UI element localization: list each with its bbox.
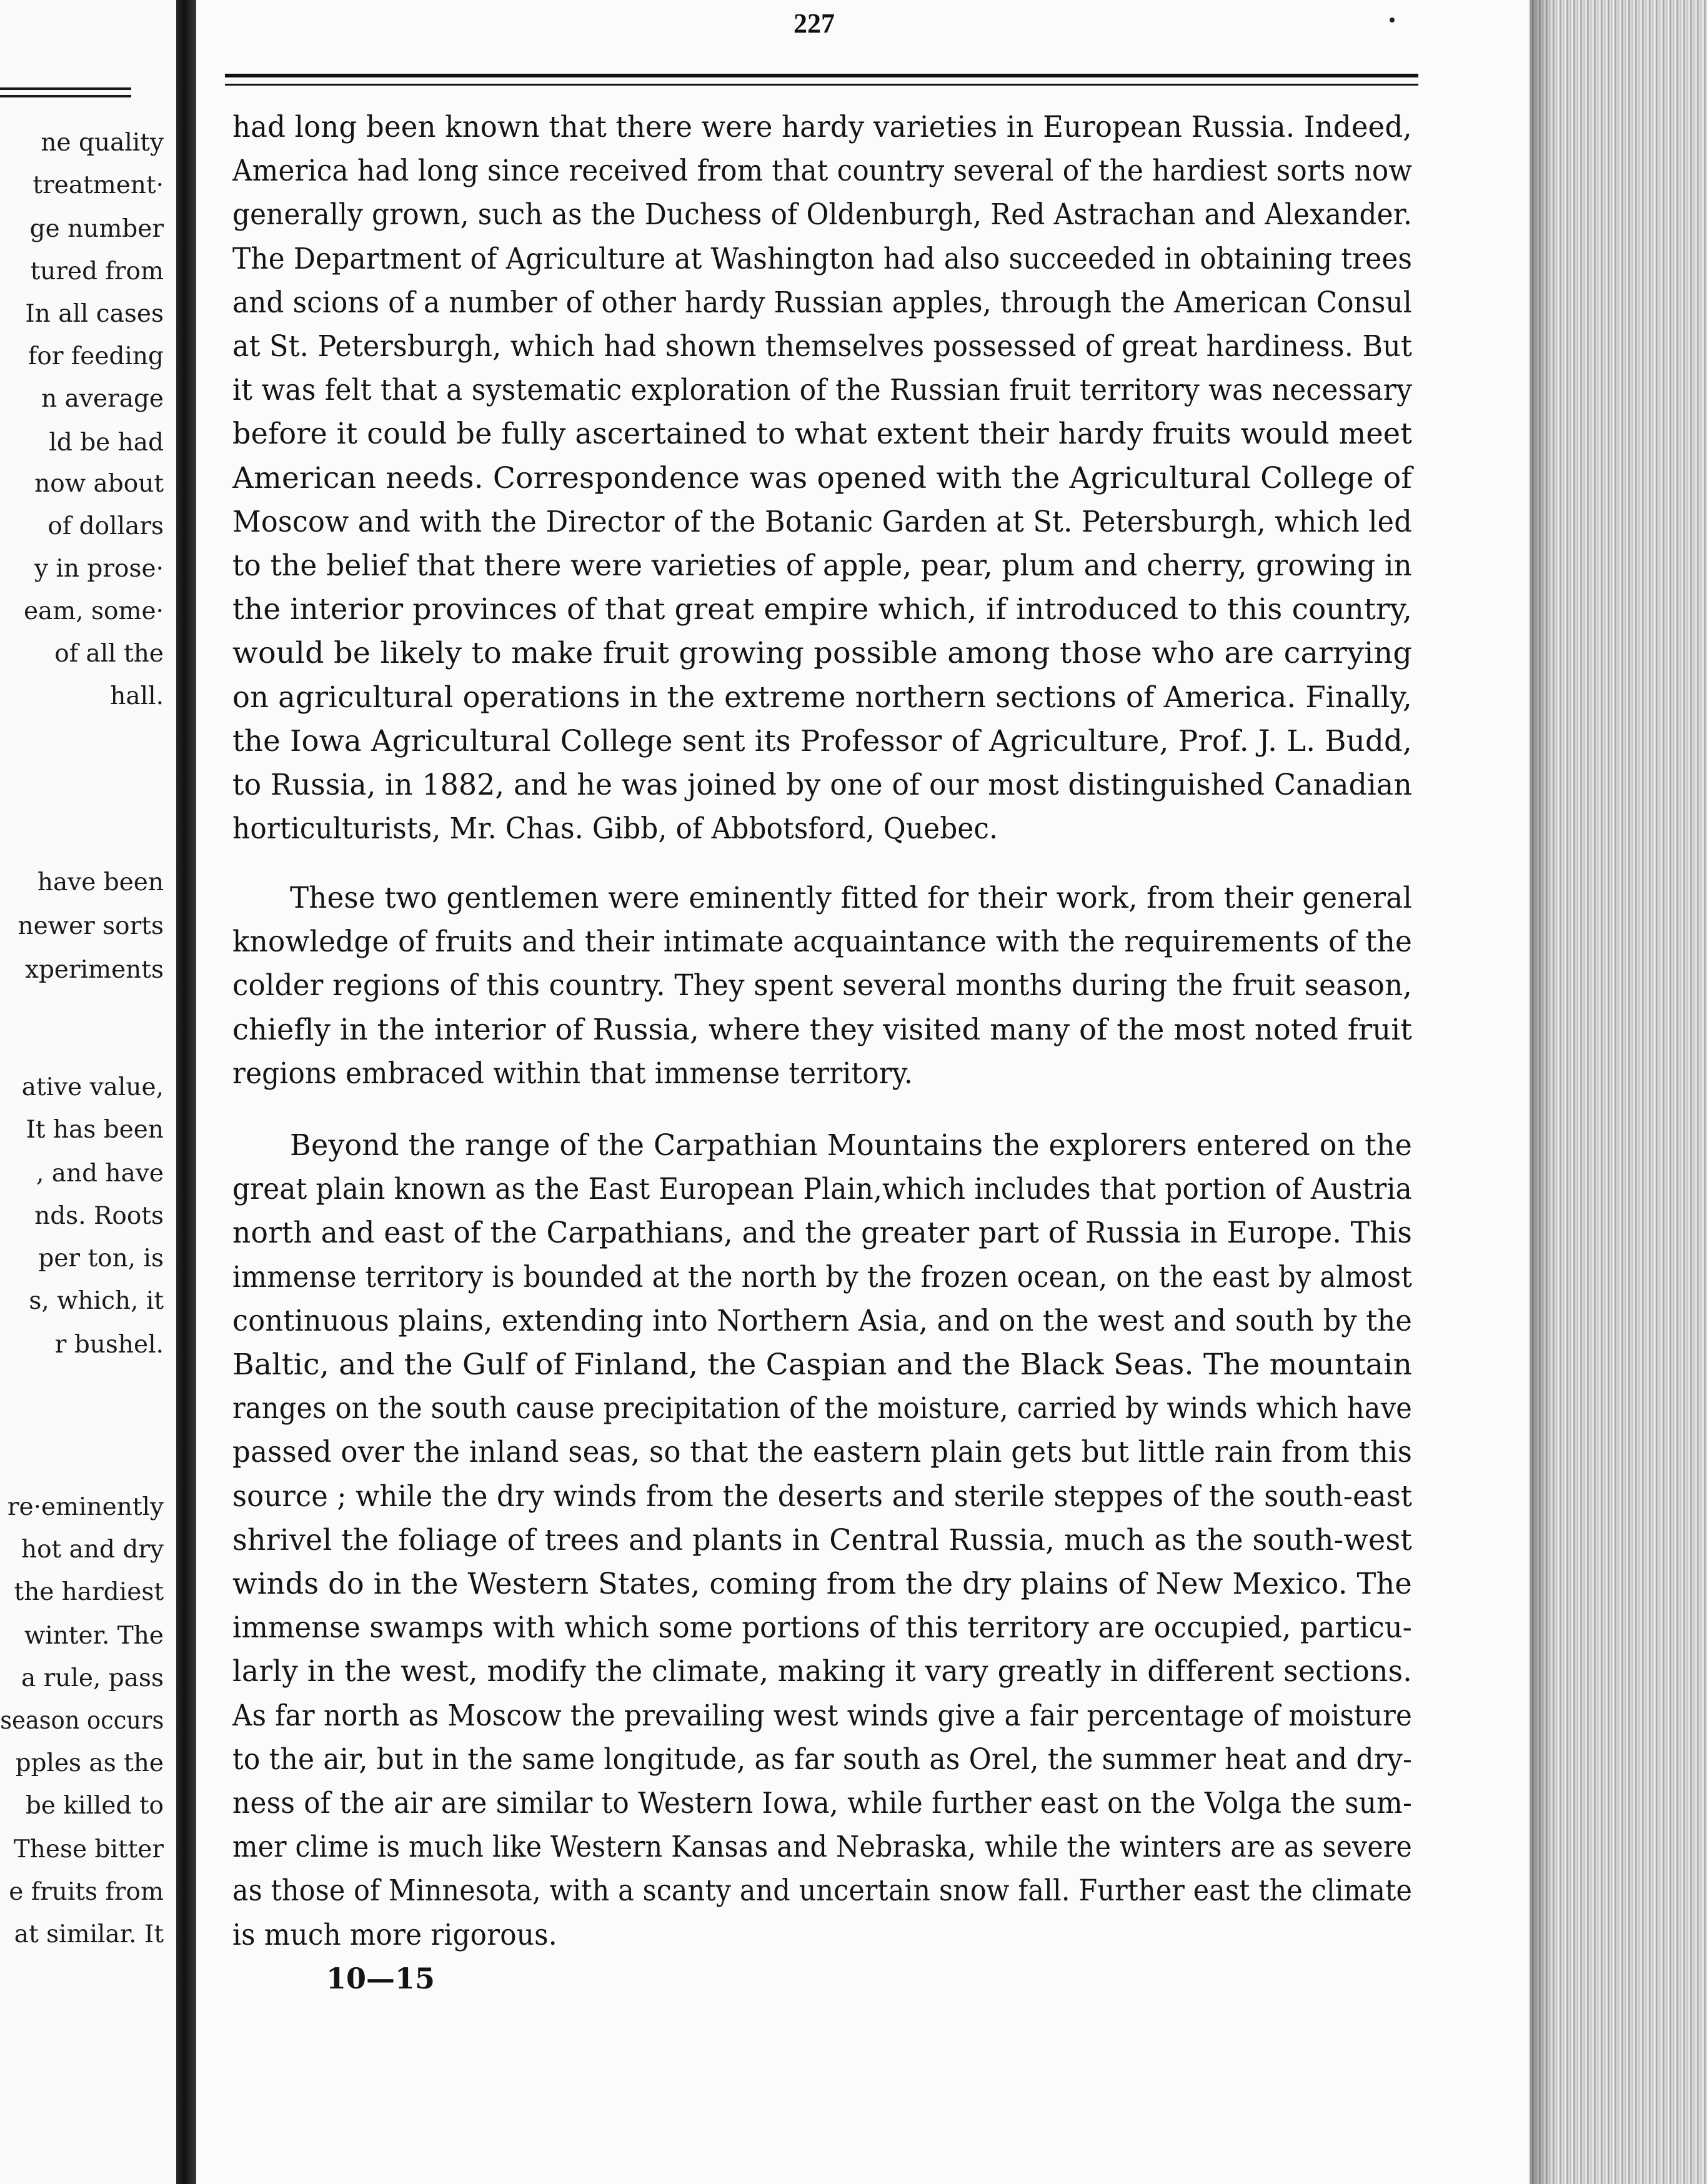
previous-page-line: , and have	[36, 1159, 164, 1188]
text-line: America had long since received from that country several of the hardiest sorts now	[232, 154, 1413, 189]
previous-page-line: treatment·	[32, 171, 164, 199]
text-line: would be likely to make fruit growing possible among those who are carrying	[232, 636, 1413, 671]
previous-page-line: pples as the	[15, 1749, 164, 1777]
previous-page-line: of dollars	[47, 512, 164, 540]
previous-page-rule	[0, 95, 131, 97]
previous-page-line: be killed to	[25, 1792, 164, 1820]
text-line: Beyond the range of the Carpathian Mountains the explorers entered on the	[290, 1128, 1413, 1163]
previous-page-line: of all the	[54, 640, 164, 668]
text-line: north and east of the Carpathians, and the greater part of Russia in Europe. This	[232, 1216, 1412, 1251]
text-line: at St. Petersburgh, which had shown themselves possessed of great hardiness. But	[232, 329, 1413, 364]
previous-page-line: re·eminently	[7, 1493, 164, 1521]
text-line: chiefly in the interior of Russia, where they visited many of the most noted fruit	[232, 1012, 1413, 1047]
printer-signature-mark: 10—15	[326, 1962, 435, 1995]
previous-page-line: s, which, it	[29, 1287, 164, 1315]
text-line: to the belief that there were varieties of apple, pear, plum and cherry, growing in	[232, 548, 1412, 583]
previous-page-line: r bushel.	[54, 1331, 164, 1359]
header-rule-thick	[225, 74, 1418, 77]
text-line: continuous plains, extending into Northern Asia, and on the west and south by the	[232, 1303, 1412, 1338]
book-gutter	[176, 0, 196, 2184]
text-line: The Department of Agriculture at Washington had also succeeded in obtaining trees	[232, 241, 1413, 276]
previous-page-line: It has been	[26, 1116, 164, 1144]
previous-page-line: winter. The	[24, 1622, 164, 1650]
previous-page-line: hot and dry	[21, 1536, 164, 1564]
previous-page-line: eam, some·	[23, 597, 164, 625]
text-line: on agricultural operations in the extreme northern sections of America. Finally,	[232, 680, 1412, 715]
text-line: horticulturists, Mr. Chas. Gibb, of Abbotsford, Quebec.	[232, 812, 998, 846]
ink-speck	[1390, 17, 1395, 22]
previous-page-line: hall.	[110, 682, 164, 710]
text-line: ranges on the south cause precipitation of the moisture, carried by winds which have	[232, 1391, 1412, 1426]
text-line: as those of Minnesota, with a scanty and uncertain snow fall. Further east the climate	[232, 1874, 1412, 1909]
previous-page-rule	[0, 87, 131, 90]
text-line: knowledge of fruits and their intimate acquaintance with the requirements of the	[232, 925, 1412, 960]
previous-page-line: n average	[41, 385, 164, 413]
text-line: and scions of a number of other hardy Russian apples, through the American Consul	[232, 285, 1412, 320]
text-line: Moscow and with the Director of the Botanic Garden at St. Petersburgh, which led	[232, 504, 1412, 539]
text-line: source ; while the dry winds from the deserts and sterile steppes of the south-east	[232, 1479, 1413, 1514]
text-line: larly in the west, modify the climate, making it vary greatly in different sections.	[232, 1654, 1413, 1689]
text-line: had long been known that there were hardy varieties in European Russia. Indeed,	[232, 110, 1412, 144]
previous-page-line: ld be had	[49, 429, 164, 457]
text-line: great plain known as the East European Plain,which includes that portion of Austria	[232, 1172, 1412, 1207]
text-line: generally grown, such as the Duchess of Oldenburgh, Red Astrachan and Alexander.	[232, 197, 1413, 232]
text-line: to the air, but in the same longitude, as far south as Orel, the summer heat and dry-	[232, 1742, 1413, 1777]
text-line: immense territory is bounded at the north by the frozen ocean, on the east by almost	[232, 1259, 1412, 1294]
text-line: immense swamps with which some portions of this territory are occupied, particu-	[232, 1611, 1413, 1645]
previous-page-line: xperiments	[24, 956, 164, 984]
previous-page-line: tured from	[30, 257, 164, 285]
previous-page-line: newer sorts	[17, 912, 164, 940]
text-line: the Iowa Agricultural College sent its Professor of Agriculture, Prof. J. L. Budd,	[232, 723, 1413, 758]
previous-page-line: y in prose·	[34, 555, 164, 583]
text-line: winds do in the Western States, coming from the dry plains of New Mexico. The	[232, 1567, 1412, 1601]
text-line: shrivel the foliage of trees and plants in Central Russia, much as the south-west	[232, 1522, 1412, 1557]
text-line: passed over the inland seas, so that the eastern plain gets but little rain from this	[232, 1435, 1413, 1470]
previous-page-line: These bitter	[13, 1835, 164, 1864]
previous-page-line: ne quality	[41, 129, 164, 157]
text-line: to Russia, in 1882, and he was joined by one of our most distinguished Canadian	[232, 768, 1413, 802]
text-line: These two gentlemen were eminently fitted for their work, from their general	[290, 881, 1413, 915]
previous-page-line: per ton, is	[38, 1244, 164, 1273]
previous-page-line: a rule, pass	[21, 1664, 164, 1692]
page-number: 227	[794, 8, 835, 39]
text-line: it was felt that a systematic exploration of the Russian fruit territory was necessary	[232, 373, 1413, 408]
text-line: American needs. Correspondence was opened with the Agricultural College of	[232, 460, 1413, 495]
header-rule-thin	[225, 84, 1418, 86]
text-line: is much more rigorous.	[232, 1917, 557, 1952]
text-line: As far north as Moscow the prevailing west winds give a fair percentage of moisture	[232, 1698, 1413, 1733]
previous-page-line: nds. Roots	[34, 1202, 164, 1230]
previous-page-line: at similar. It	[14, 1920, 164, 1948]
text-line: regions embraced within that immense territory.	[232, 1056, 913, 1091]
previous-page-line: have been	[37, 868, 164, 896]
page-edge-shadow	[1530, 0, 1555, 2184]
previous-page-line: the hardiest	[14, 1578, 164, 1606]
previous-page-line: ge number	[29, 215, 164, 243]
previous-page-fragment	[0, 0, 176, 2184]
previous-page-line: season occurs	[0, 1707, 164, 1735]
text-line: mer clime is much like Western Kansas and Nebraska, while the winters are as severe	[232, 1830, 1412, 1865]
book-page-edges	[1530, 0, 1707, 2184]
previous-page-line: e fruits from	[9, 1878, 164, 1906]
text-line: Baltic, and the Gulf of Finland, the Caspian and the Black Seas. The mountain	[232, 1348, 1413, 1382]
previous-page-line: ative value,	[21, 1073, 164, 1101]
text-line: ness of the air are similar to Western Iowa, while further east on the Volga the sum-	[232, 1786, 1413, 1820]
previous-page-line: In all cases	[25, 300, 164, 328]
previous-page-line: for feeding	[27, 342, 164, 370]
text-line: colder regions of this country. They spent several months during the fruit season,	[232, 968, 1413, 1003]
previous-page-line: now about	[34, 470, 164, 498]
text-line: the interior provinces of that great empire which, if introduced to this country,	[232, 592, 1413, 627]
text-line: before it could be fully ascertained to what extent their hardy fruits would meet	[232, 417, 1412, 452]
